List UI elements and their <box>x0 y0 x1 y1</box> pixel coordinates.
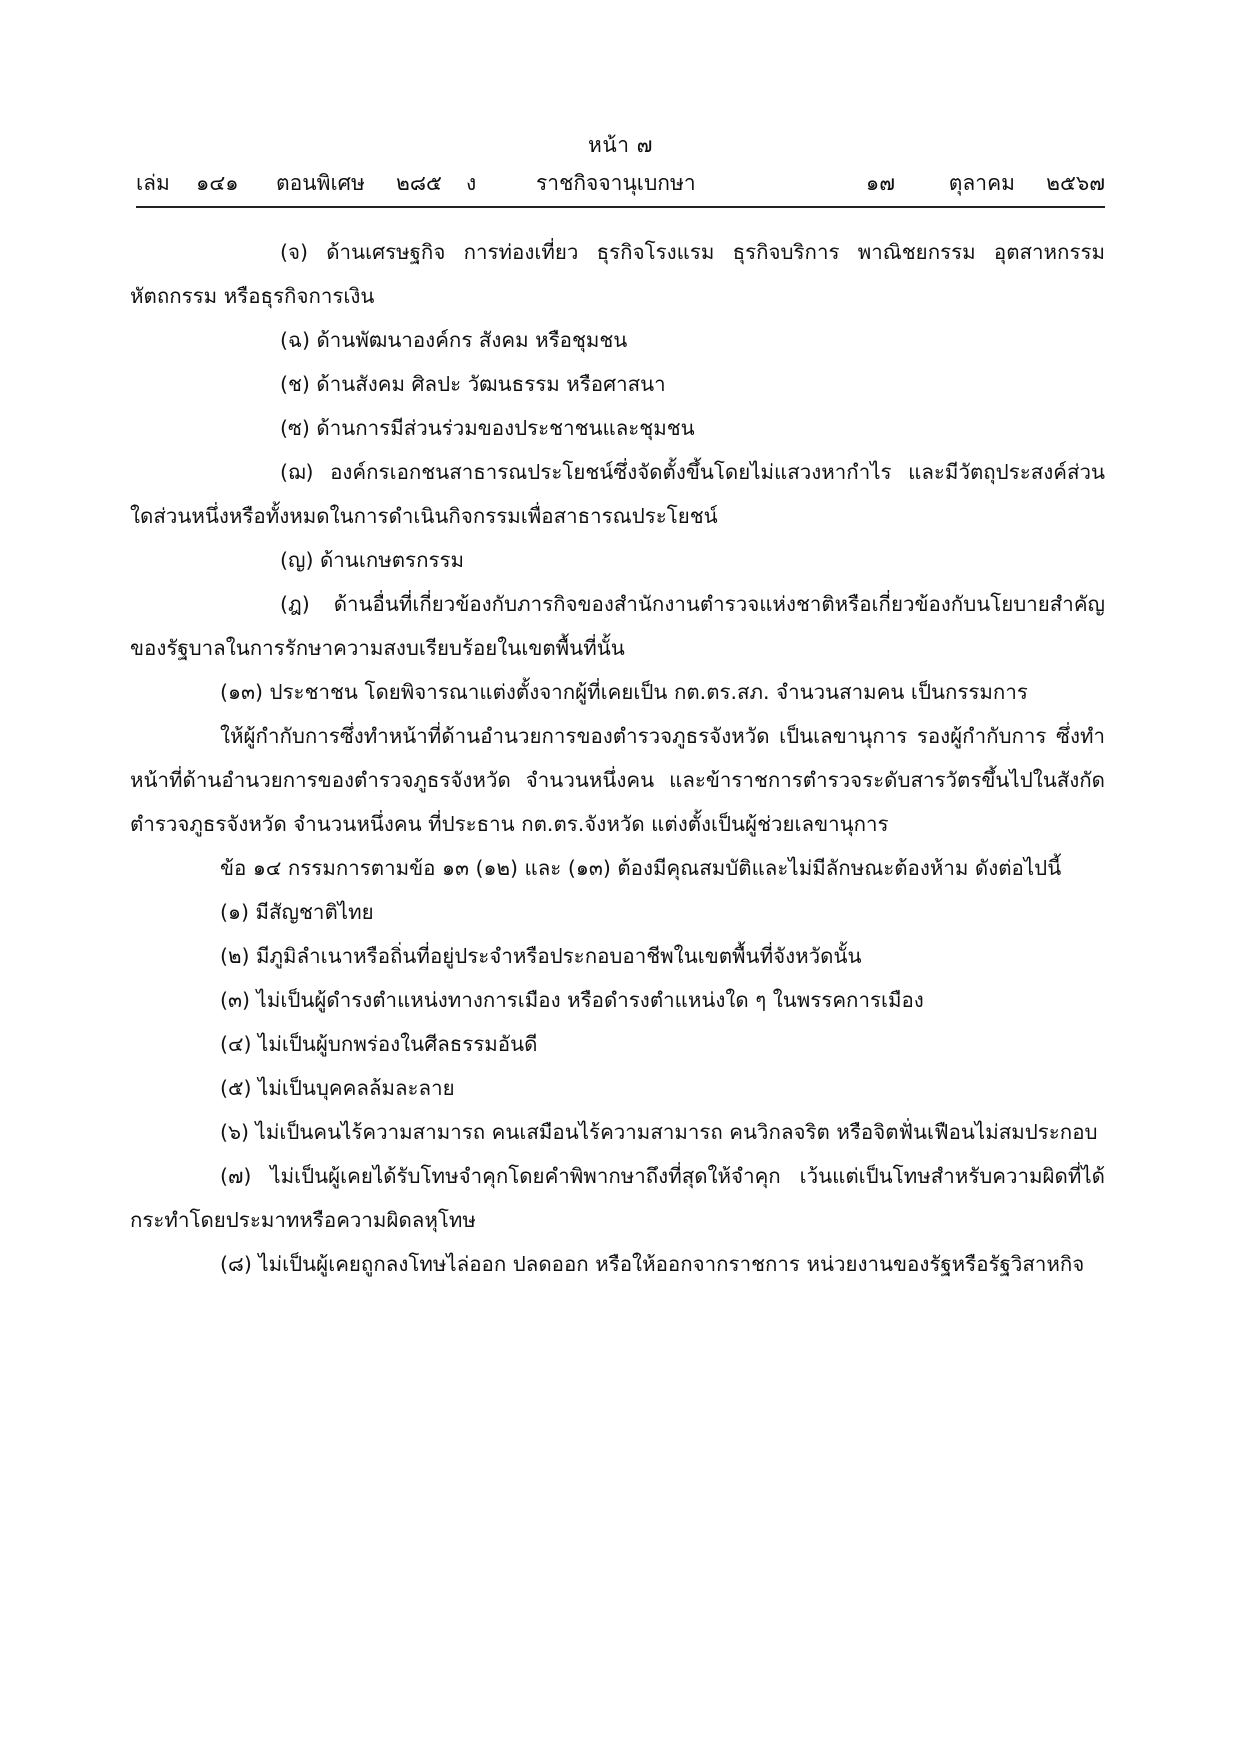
volume-label: เล่ม <box>136 171 170 195</box>
date-month: ตุลาคม <box>948 171 1015 195</box>
clause-13-citizens: (๑๓) ประชาชน โดยพิจารณาแต่งตั้งจากผู้ที่เคยเป็น กต.ตร.สภ. จำนวนสามคน เป็นกรรมการ <box>220 680 1028 704</box>
clause-organization-development: (ฉ) ด้านพัฒนาองค์กร สังคม หรือชุมชน <box>280 328 628 352</box>
qualification-5: (๕) ไม่เป็นบุคคลล้มละลาย <box>220 1076 455 1100</box>
secretary-appointment-paragraph: ให้ผู้กำกับการซึ่งทำหน้าที่ด้านอำนวยการของตำรวจภูธรจังหวัด เป็นเลขานุการ รองผู้กำกับการ ซึ่งทำหน้าที่ด้านอำนวยการของตำรวจภูธรจังหวัด จำนวนหนึ่งคน และข้าราชการตำรวจระดับสารวัตรขึ้นไปในสังกัดตำรวจภูธรจังหวัด จำนวนหนึ่งคน ที่ประธาน กต.ตร.จังหวัด แต่งตั้งเป็นผู้ช่วยเลขานุการ <box>130 724 1105 836</box>
clause-agriculture: (ญ) ด้านเกษตรกรรม <box>280 548 465 572</box>
qualification-1: (๑) มีสัญชาติไทย <box>220 900 374 924</box>
clause-other-fields: (ฎ) ด้านอื่นที่เกี่ยวข้องกับภารกิจของสำนักงานตำรวจแห่งชาติหรือเกี่ยวข้องกับนโยบายสำคัญของรัฐบาลในการรักษาความสงบเรียบร้อยในเขตพื้นที่นั้น <box>130 592 1105 660</box>
issue-number: ๒๘๕ <box>396 171 442 195</box>
qualification-2: (๒) มีภูมิลำเนาหรือถิ่นที่อยู่ประจำหรือประกอบอาชีพในเขตพื้นที่จังหวัดนั้น <box>220 944 862 968</box>
qualification-7: (๗) ไม่เป็นผู้เคยได้รับโทษจำคุกโดยคำพิพากษาถึงที่สุดให้จำคุก เว้นแต่เป็นโทษสำหรับความผิดที่ได้กระทำโดยประมาทหรือความผิดลหุโทษ <box>130 1164 1105 1232</box>
clause-culture-religion: (ช) ด้านสังคม ศิลปะ วัฒนธรรม หรือศาสนา <box>280 372 666 396</box>
qualification-8: (๘) ไม่เป็นผู้เคยถูกลงโทษไล่ออก ปลดออก หรือให้ออกจากราชการ หน่วยงานของรัฐหรือรัฐวิสาหกิจ <box>220 1252 1085 1276</box>
clause-public-participation: (ซ) ด้านการมีส่วนร่วมของประชาชนและชุมชน <box>280 416 695 440</box>
qualification-3: (๓) ไม่เป็นผู้ดำรงตำแหน่งทางการเมือง หรือดำรงตำแหน่งใด ๆ ในพรรคการเมือง <box>220 988 924 1012</box>
volume-number: ๑๔๑ <box>196 171 239 195</box>
page-number: หน้า ๗ <box>588 133 653 157</box>
date-day: ๑๗ <box>865 171 895 195</box>
document-body <box>130 230 1105 1286</box>
clause-economy: (จ) ด้านเศรษฐกิจ การท่องเที่ยว ธุรกิจโรงแรม ธุรกิจบริการ พาณิชยกรรม อุตสาหกรรม หัตถกรรม หรือธุรกิจการเงิน <box>130 240 1105 308</box>
qualification-4: (๔) ไม่เป็นผู้บกพร่องในศีลธรรมอันดี <box>220 1032 538 1056</box>
issue-label: ตอนพิเศษ <box>276 171 365 195</box>
issue-letter: ง <box>466 171 477 195</box>
article-14-heading: ข้อ ๑๔ กรรมการตามข้อ ๑๓ (๑๒) และ (๑๓) ต้องมีคุณสมบัติและไม่มีลักษณะต้องห้าม ดังต่อไปนี้ <box>220 856 1062 880</box>
qualification-6: (๖) ไม่เป็นคนไร้ความสามารถ คนเสมือนไร้ความสามารถ คนวิกลจริต หรือจิตฟั่นเฟือนไม่สมประกอบ <box>220 1120 1098 1144</box>
gazette-name: ราชกิจจานุเบกษา <box>536 171 696 195</box>
clause-ngo: (ฌ) องค์กรเอกชนสาธารณประโยชน์ซึ่งจัดตั้งขึ้นโดยไม่แสวงหากำไร และมีวัตถุประสงค์ส่วนใดส่วนหนึ่งหรือทั้งหมดในการดำเนินกิจกรรมเพื่อสาธารณประโยชน์ <box>130 460 1105 528</box>
gazette-header <box>136 166 1105 200</box>
date-year: ๒๕๖๗ <box>1046 171 1105 195</box>
header-divider <box>136 206 1105 208</box>
